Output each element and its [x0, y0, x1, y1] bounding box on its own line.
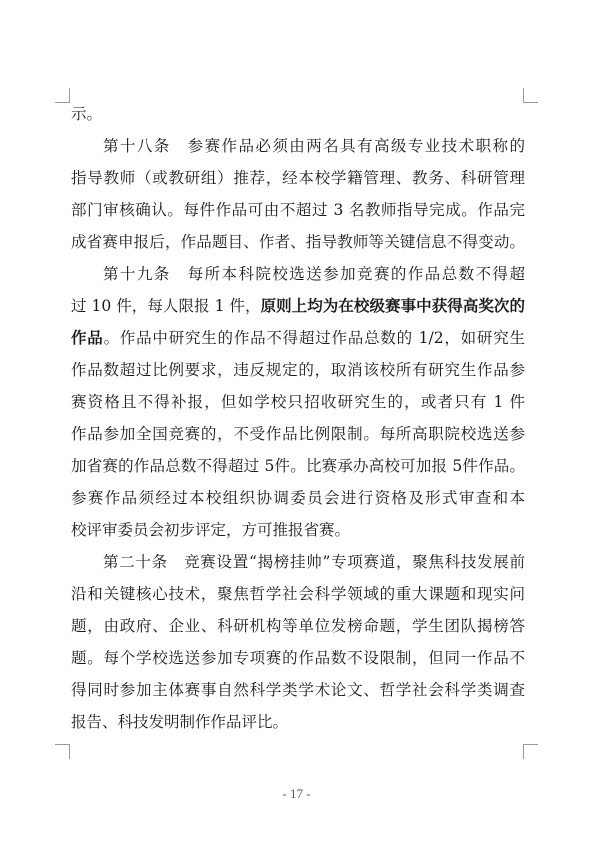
text-line: 赛资格且不得补报，但如学校只招收研究生的，或者只有 1 件 — [71, 393, 525, 411]
text-line: 得同时参加主体赛事自然科学类学术论文、哲学社会科学类调查 — [71, 681, 525, 699]
article-18-heading-line: 第十八条 参赛作品必须由两名具有高级专业技术职称的 — [103, 137, 525, 155]
text-line: 加省赛的作品总数不得超过 5件。比赛承办高校可加报 5件作品。 — [71, 457, 525, 475]
text-line: 作品数超过比例要求，违反规定的，取消该校所有研究生作品参 — [71, 361, 525, 379]
text-line: 题。每个学校选送参加专项赛的作品数不设限制，但同一作品不 — [71, 649, 525, 667]
emphasized-text: 作品 — [71, 329, 104, 347]
text-line: 示。 — [71, 105, 103, 123]
crop-mark-bottom-left — [55, 744, 70, 759]
text-segment: 过 10 件，每人限报 1 件， — [71, 297, 261, 315]
text-line: 校评审委员会初步评定，方可推报省赛。 — [71, 521, 351, 539]
article-20-heading-line: 第二十条 竞赛设置“揭榜挂帅”专项赛道，聚焦科技发展前 — [103, 553, 525, 571]
crop-mark-top-left — [55, 88, 70, 103]
crop-mark-bottom-right — [523, 744, 538, 759]
article-19-heading-line: 第十九条 每所本科院校选送参加竞赛的作品总数不得超 — [103, 265, 525, 283]
page-number: - 17 - — [282, 786, 311, 801]
text-segment: 。作品中研究生的作品不得超过作品总数的 1/2，如研究生 — [103, 329, 525, 347]
text-line: 报告、科技发明制作作品评比。 — [71, 713, 289, 731]
text-line: 部门审核确认。每件作品可由不超过 3 名教师指导完成。作品完 — [71, 201, 525, 219]
text-line: 成省赛申报后，作品题目、作者、指导教师等关键信息不得变动。 — [71, 233, 525, 251]
text-line: 指导教师（或教研组）推荐，经本校学籍管理、教务、科研管理 — [71, 169, 525, 187]
crop-mark-top-right — [523, 88, 538, 103]
text-line: 题，由政府、企业、科研机构等单位发榜命题，学生团队揭榜答 — [71, 617, 525, 635]
text-line: 作品参加全国竞赛的，不受作品比例限制。每所高职院校选送参 — [71, 425, 525, 443]
text-line: 参赛作品须经过本校组织协调委员会进行资格及形式审查和本 — [71, 489, 525, 507]
emphasized-text: 原则上均为在校级赛事中获得高奖次的 — [260, 297, 525, 315]
text-line: 沿和关键核心技术，聚焦哲学社会科学领域的重大课题和现实问 — [71, 585, 525, 603]
text-line — [71, 296, 525, 316]
text-line — [71, 328, 525, 348]
